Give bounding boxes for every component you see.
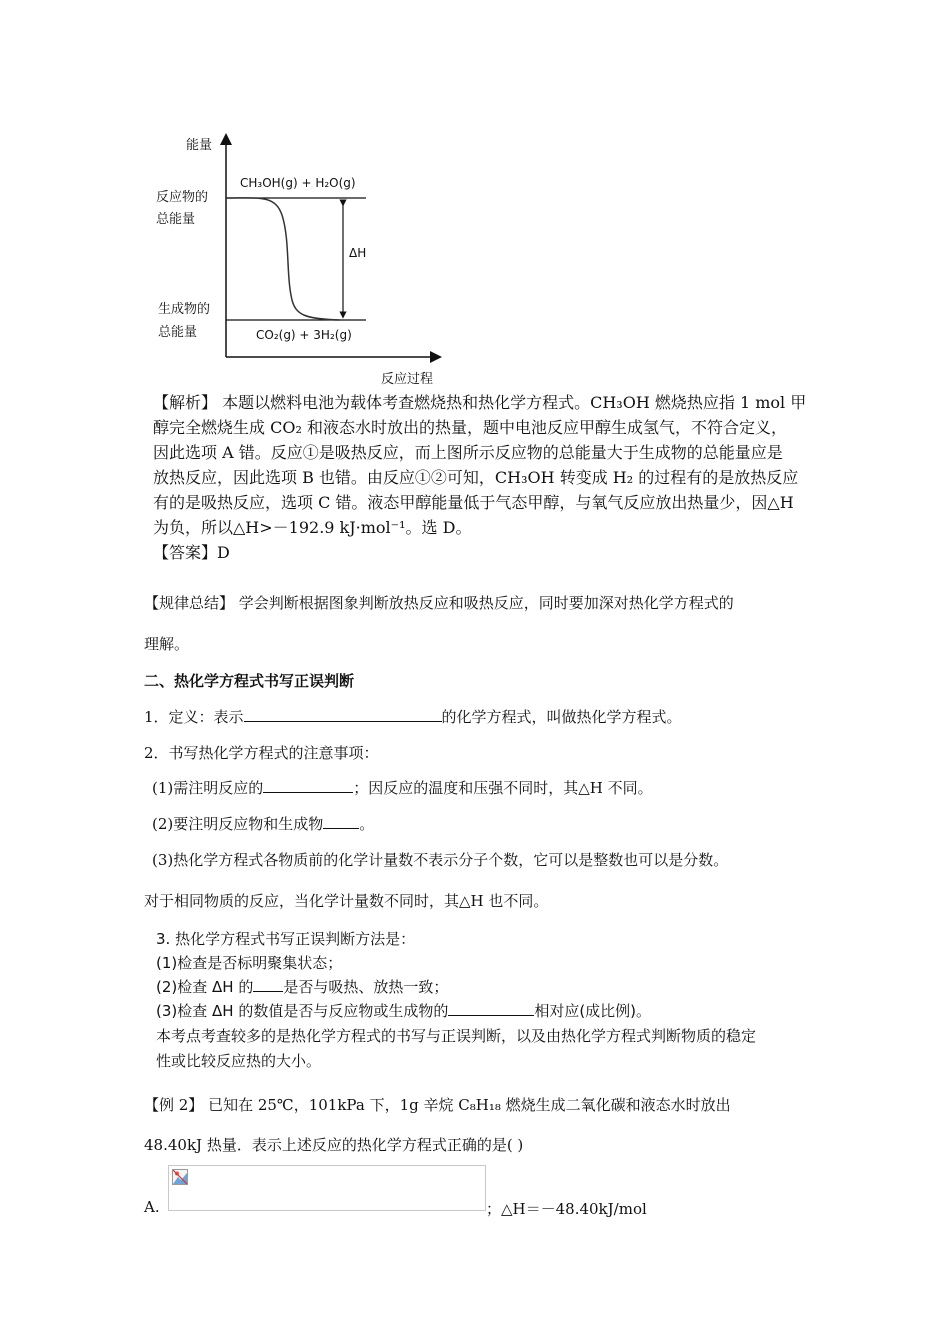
method-step-1: (1)检查是否标明聚集状态； — [156, 954, 343, 972]
delta-h-label: ΔH — [349, 246, 367, 260]
example-2-line-1: 【例 2】 已知在 25℃，101kPa 下，1g 辛烷 C₈H₁₈ 燃烧生成二氧化碳和液态水时放出 — [144, 1096, 731, 1114]
method-step-2-suffix: 是否与吸热、放热一致； — [283, 978, 449, 996]
analysis-line-1: 【解析】 本题以燃料电池为载体考查燃烧热和热化学方程式。CH₃OH 燃烧热应指 1 mol 甲 — [153, 393, 807, 412]
summary-line-1: 【规律总结】 学会判断根据图象判断放热反应和吸热反应，同时要加深对热化学方程式的 — [144, 594, 734, 612]
method-step-2-blank — [253, 977, 283, 992]
summary-line-2: 理解。 — [144, 635, 190, 653]
broken-image-icon — [172, 1169, 188, 1185]
reactants-formula: CH₃OH(g) + H₂O(g) — [240, 176, 356, 190]
product-energy-label-1: 生成物的 — [158, 302, 211, 317]
method-step-2 — [156, 976, 448, 997]
note-1 — [152, 777, 653, 798]
analysis-line-3: 因此选项 A 错。反应①是吸热反应，而上图所示反应物的总能量大于生成物的总能量应是 — [153, 443, 783, 462]
method-step-3-prefix: (3)检查 ΔH 的数值是否与反应物或生成物的 — [156, 1002, 449, 1020]
reactant-energy-label-2: 总能量 — [156, 212, 196, 227]
note-2-blank — [323, 814, 359, 829]
note-1-prefix: (1)需注明反应的 — [152, 779, 264, 797]
method-step-3 — [156, 1000, 651, 1021]
example-2-line-2: 48.40kJ 热量．表示上述反应的热化学方程式正确的是( ) — [144, 1136, 524, 1154]
definition-line — [144, 706, 682, 727]
note-1-blank — [263, 778, 353, 793]
definition-prefix: 1．定义：表示 — [144, 708, 244, 726]
definition-blank — [244, 707, 442, 722]
section-2-title: 二、热化学方程式书写正误判断 — [144, 672, 355, 690]
y-axis-label: 能量 — [186, 138, 213, 153]
product-energy-label-2: 总能量 — [158, 325, 198, 340]
method-step-3-blank — [448, 1001, 534, 1016]
option-a-suffix: ；△H＝－48.40kJ/mol — [486, 1200, 647, 1218]
x-axis-label: 反应过程 — [381, 372, 434, 387]
note-2-prefix: (2)要注明反应物和生成物 — [152, 815, 324, 833]
option-a-image-placeholder — [168, 1165, 486, 1211]
note-1-suffix: ；因反应的温度和压强不同时，其△H 不同。 — [353, 779, 653, 797]
option-a-label: A. — [144, 1198, 160, 1216]
analysis-line-6: 为负，所以△H>－192.9 kJ·mol⁻¹。选 D。 — [153, 518, 472, 537]
reaction-curve — [226, 198, 340, 320]
note-3-continued: 对于相同物质的反应，当化学计量数不同时，其△H 也不同。 — [144, 892, 549, 910]
answer-line: 【答案】D — [153, 543, 230, 562]
note-2-suffix: 。 — [359, 815, 375, 833]
note-2 — [152, 813, 374, 834]
analysis-line-5: 有的是吸热反应，选项 C 错。液态甲醇能量低于气态甲醇，与氧气反应放出热量少，因△H — [153, 493, 794, 512]
notes-title: 2．书写热化学方程式的注意事项： — [144, 744, 379, 762]
method-title: 3. 热化学方程式书写正误判断方法是： — [156, 930, 416, 948]
definition-suffix: 的化学方程式，叫做热化学方程式。 — [441, 708, 682, 726]
analysis-line-4: 放热反应，因此选项 B 也错。由反应①②可知，CH₃OH 转变成 H₂ 的过程有的是放热反应 — [153, 468, 799, 487]
products-formula: CO₂(g) + 3H₂(g) — [256, 328, 352, 342]
analysis-line-2: 醇完全燃烧生成 CO₂ 和液态水时放出的热量，题中电池反应甲醇生成氢气，不符合定义， — [153, 418, 787, 437]
note-3: (3)热化学方程式各物质前的化学计量数不表示分子个数，它可以是整数也可以是分数。 — [152, 851, 729, 869]
focus-line-2: 性或比较反应热的大小。 — [156, 1052, 322, 1070]
focus-line-1: 本考点考查较多的是热化学方程式的书写与正误判断，以及由热化学方程式判断物质的稳定 — [156, 1027, 757, 1045]
energy-diagram — [140, 125, 460, 390]
method-step-2-prefix: (2)检查 ΔH 的 — [156, 978, 254, 996]
method-step-3-suffix: 相对应(成比例)。 — [534, 1002, 652, 1020]
reactant-energy-label-1: 反应物的 — [156, 190, 209, 205]
